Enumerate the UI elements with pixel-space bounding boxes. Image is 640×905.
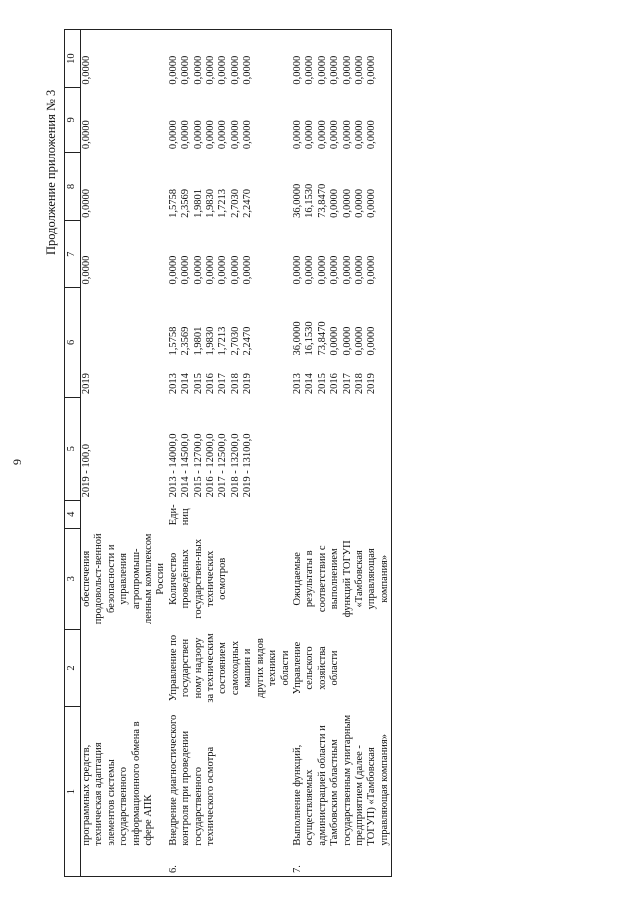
measure-name: Выполнение функций, осуществляемых администрацией области и Тамбовским областным государственным унитарным предприятием (далее - ТОГУП) «Тамбовская управляющая компания» xyxy=(292,707,392,849)
continuation-label: Продолжение приложения № 3 xyxy=(44,89,58,255)
col9-value: 0,0000 xyxy=(291,120,303,150)
year: 2016 xyxy=(329,373,341,395)
plan-value: 2017 - 12500,0 xyxy=(217,433,229,498)
year: 2018 xyxy=(353,373,365,395)
column-number-10: 10 xyxy=(65,30,81,88)
column-number-7: 7 xyxy=(65,221,81,288)
year: 2019 xyxy=(366,373,378,395)
year: 2014 xyxy=(180,373,192,395)
col9-values xyxy=(168,88,292,152)
col8-value: 16,1530 xyxy=(304,183,316,218)
col9-values xyxy=(292,88,392,152)
executor xyxy=(81,629,168,706)
col10-value: 0,0000 xyxy=(366,55,378,85)
col10-value: 0,0000 xyxy=(217,55,229,85)
plan-values xyxy=(168,397,292,500)
col7-value: 0,0000 xyxy=(366,255,378,285)
col6-values xyxy=(168,288,292,359)
years xyxy=(168,358,292,397)
col6-value: 2,2470 xyxy=(242,326,254,356)
year: 2018 xyxy=(229,373,241,395)
plan-value: 2016 - 12000,0 xyxy=(205,433,217,498)
year: 2017 xyxy=(341,373,353,395)
years xyxy=(292,358,392,397)
table-row xyxy=(168,30,292,877)
year: 2017 xyxy=(217,373,229,395)
col9-value: 0,0000 xyxy=(205,120,217,150)
col8-value: 0,0000 xyxy=(341,189,353,218)
column-number-1: 1 xyxy=(65,707,81,877)
col9-value: 0,0000 xyxy=(329,120,341,150)
year: 2015 xyxy=(316,373,328,395)
appendix-table xyxy=(64,29,392,877)
col6-value: 36,0000 xyxy=(291,321,303,356)
page-number: 9 xyxy=(10,459,24,465)
col7-value: 0,0000 xyxy=(341,255,353,285)
column-number-2: 2 xyxy=(65,629,81,706)
col6-value: 0,0000 xyxy=(366,326,378,356)
col8-value: 73,8470 xyxy=(316,183,328,218)
col10-value: 0,0000 xyxy=(316,55,328,85)
col6-values xyxy=(292,288,392,359)
indicator: обеспечения продовольст-венной безопасности и управления агропромыш-ленным комплексом России xyxy=(81,533,167,625)
col8-value: 1,9801 xyxy=(192,189,204,218)
col10-value: 0,0000 xyxy=(329,55,341,85)
row-number xyxy=(81,849,168,877)
column-number-4: 4 xyxy=(65,500,81,528)
year: 2016 xyxy=(205,373,217,395)
col6-value: 73,8470 xyxy=(316,321,328,356)
measure-name: Внедрение диагностического контроля при проведении государственного технического осмотра xyxy=(167,714,217,846)
col6-value: 0,0000 xyxy=(341,326,353,356)
col9-value: 0,0000 xyxy=(192,120,204,150)
row-number: 6. xyxy=(168,849,292,877)
col8-value: 36,0000 xyxy=(291,183,303,218)
indicator: Количество проведённых государствен-ных технических осмотров xyxy=(167,538,229,619)
year: 2013 xyxy=(291,373,303,395)
col9-value: 0,0000 xyxy=(304,120,316,150)
plan-value: 2018 - 13200,0 xyxy=(229,433,241,498)
col8-value: 2,3569 xyxy=(180,189,192,218)
col10-value: 0,0000 xyxy=(229,55,241,85)
col9-value: 0,0000 xyxy=(180,120,192,150)
col7-value: 0,0000 xyxy=(81,255,92,285)
plan-value: 2015 - 12700,0 xyxy=(192,433,204,498)
unit xyxy=(81,500,168,528)
col9-value: 0,0000 xyxy=(341,120,353,150)
col8-values xyxy=(168,152,292,221)
executor: Управление сельского хозяйства области xyxy=(292,629,392,706)
col10-value: 0,0000 xyxy=(205,55,217,85)
column-number-5: 5 xyxy=(65,397,81,500)
col7-values xyxy=(168,221,292,288)
col7-value: 0,0000 xyxy=(291,255,303,285)
col6-value xyxy=(81,288,168,359)
col10-value: 0,0000 xyxy=(291,55,303,85)
col9-value: 0,0000 xyxy=(366,120,378,150)
year: 2019 xyxy=(242,373,254,395)
col8-value: 0,0000 xyxy=(81,189,92,218)
col9-value: 0,0000 xyxy=(167,120,179,150)
column-number-3: 3 xyxy=(65,528,81,629)
row-number: 7. xyxy=(292,849,392,877)
column-number-8: 8 xyxy=(65,152,81,221)
col7-value: 0,0000 xyxy=(180,255,192,285)
plan-value: 2013 - 14000,0 xyxy=(167,433,179,498)
col10-value: 0,0000 xyxy=(180,55,192,85)
col8-value: 0,0000 xyxy=(329,189,341,218)
col8-value: 0,0000 xyxy=(353,189,365,218)
col7-value: 0,0000 xyxy=(229,255,241,285)
col10-values xyxy=(168,30,292,88)
col6-value: 1,9801 xyxy=(192,326,204,356)
plan-values xyxy=(292,397,392,500)
plan-value: 2014 - 14500,0 xyxy=(180,433,192,498)
col7-value: 0,0000 xyxy=(167,255,179,285)
col8-value: 2,7030 xyxy=(229,189,241,218)
col6-value: 2,7030 xyxy=(229,326,241,356)
col7-value: 0,0000 xyxy=(316,255,328,285)
unit: Еди-ниц xyxy=(167,504,192,526)
year: 2019 xyxy=(81,373,92,395)
year: 2015 xyxy=(192,373,204,395)
col9-value: 0,0000 xyxy=(217,120,229,150)
col8-value: 0,0000 xyxy=(366,189,378,218)
col9-value: 0,0000 xyxy=(316,120,328,150)
col9-value: 0,0000 xyxy=(229,120,241,150)
col6-value: 1,5758 xyxy=(167,326,179,356)
col9-value: 0,0000 xyxy=(242,120,254,150)
col8-value: 1,9830 xyxy=(205,189,217,218)
col7-value: 0,0000 xyxy=(192,255,204,285)
col10-value: 0,0000 xyxy=(167,55,179,85)
col10-value: 0,0000 xyxy=(242,55,254,85)
col10-value: 0,0000 xyxy=(192,55,204,85)
col7-value: 0,0000 xyxy=(304,255,316,285)
col10-value: 0,0000 xyxy=(81,30,168,88)
table-row xyxy=(81,30,168,877)
col6-value: 0,0000 xyxy=(329,326,341,356)
column-number-9: 9 xyxy=(65,88,81,152)
col7-value: 0,0000 xyxy=(353,255,365,285)
column-number-row xyxy=(65,30,81,877)
col6-value: 2,3569 xyxy=(180,326,192,356)
col7-value: 0,0000 xyxy=(329,255,341,285)
col8-values xyxy=(292,152,392,221)
col8-value: 1,7213 xyxy=(217,189,229,218)
executor: Управление по государствен ному надзору за техническим состоянием самоходных машин и других видов техники области xyxy=(167,633,291,703)
col10-values xyxy=(292,30,392,88)
col8-value: 2,2470 xyxy=(242,189,254,218)
col7-value: 0,0000 xyxy=(242,255,254,285)
col6-value: 1,9830 xyxy=(205,326,217,356)
col9-value: 0,0000 xyxy=(353,120,365,150)
plan-value: 2019 - 100,0 xyxy=(81,443,92,498)
col6-value: 16,1530 xyxy=(304,321,316,356)
plan-value: 2019 - 13100,0 xyxy=(242,433,254,498)
unit xyxy=(292,500,392,528)
col6-value: 1,7213 xyxy=(217,326,229,356)
col7-value: 0,0000 xyxy=(205,255,217,285)
col7-value: 0,0000 xyxy=(217,255,229,285)
year: 2013 xyxy=(167,373,179,395)
column-number-6: 6 xyxy=(65,288,81,398)
year: 2014 xyxy=(304,373,316,395)
indicator: Ожидаемые результаты в соответствии с выполнением функций ТОГУП «Тамбовская управляющая компания» xyxy=(292,528,392,629)
table-row xyxy=(292,30,392,877)
col8-value: 1,5758 xyxy=(167,189,179,218)
col6-value: 0,0000 xyxy=(353,326,365,356)
col10-value: 0,0000 xyxy=(341,55,353,85)
col10-value: 0,0000 xyxy=(304,55,316,85)
col9-value: 0,0000 xyxy=(81,120,92,150)
col10-value: 0,0000 xyxy=(353,55,365,85)
measure-name: программных средств, техническая адаптация элементов системы государственного информационного обмена в сфере АПК xyxy=(81,721,155,846)
col7-values xyxy=(292,221,392,288)
